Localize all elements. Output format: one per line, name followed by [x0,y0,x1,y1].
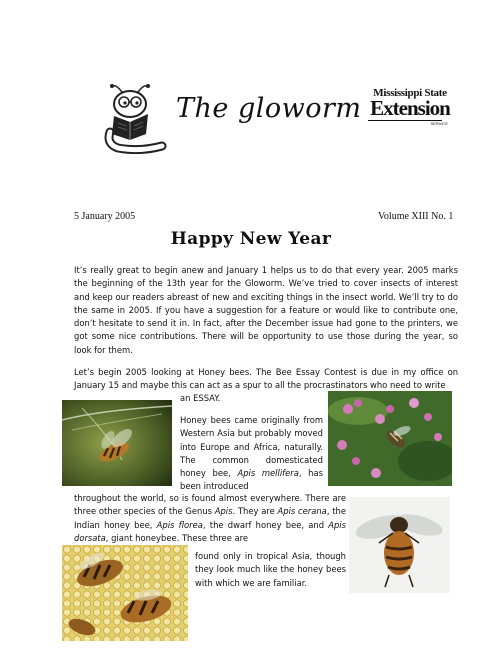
bee-text-run: , giant honeybee. These three are [105,532,249,543]
bees-on-honeycomb-photo [62,545,188,641]
extension-logo-top: Mississippi State [373,87,447,99]
issue-date: 5 January 2005 [74,211,136,222]
bee-column-text-2: found only in tropical Asia, though they look much like the honey bees with which we are familiar. [195,551,346,588]
genus-name: Apis [214,506,233,517]
species-name: Apis florea [156,519,203,530]
bee-flying-photo [62,400,172,486]
bee-text-run: , has been introduced [180,468,323,492]
extension-logo-main: Extension [370,96,450,120]
newsletter-masthead: The gloworm [176,93,362,124]
bee-text-run: throughout the world, so is found almost everywhere. There are three other species of the Genus [74,493,346,517]
bee-on-flowers-photo [328,391,452,486]
bee-text-run: , the dwarf honey bee, and [202,519,329,530]
species-name: Apis mellifera [237,468,299,479]
bee-text-run: Honey bees came originally from Western Asia but probably moved into Europe and Africa, naturally. The common domesticated honey bee, [180,415,323,479]
bee-lead-tail: an ESSAY. [180,393,221,403]
gloworm-logo-icon [100,82,170,154]
bee-closeup-photo [349,497,450,593]
bee-lead-paragraph: Let’s begin 2005 looking at Honey bees. The Bee Essay Contest is due in my office on January 15 and maybe this can act as a spur to all the procrastinators who need to write [74,367,458,391]
intro-paragraph: It’s really great to begin anew and January 1 helps us to do that every year. 2005 marks the beginning of the 13th year for the Gloworm. We’ve tried to cover insects of interest and keep our readers abreast of new and exciting things in the insect world. We’ll try to do the same in 2005. If you have a suggestion for a feature or would like to contribute one, don’t hesitate to send it in. In fact, after the December issue had gone to the printers, we got some nice contributions. There will be opportunity to use those during the year, so look for them. [74,265,458,355]
issue-volume: Volume XIII No. 1 [378,211,454,222]
bee-wide-text [74,492,346,545]
species-name: Apis dorsata [74,519,346,543]
extension-logo [364,88,456,126]
bee-column-text-1 [180,414,323,494]
extension-logo-sub: SERVICE [430,121,448,126]
species-name: Apis cerana [277,506,327,517]
article-headline: Happy New Year [170,229,332,249]
bee-text-run: , the Indian honey bee, [74,506,346,530]
bee-text-run: . They are [232,506,278,517]
